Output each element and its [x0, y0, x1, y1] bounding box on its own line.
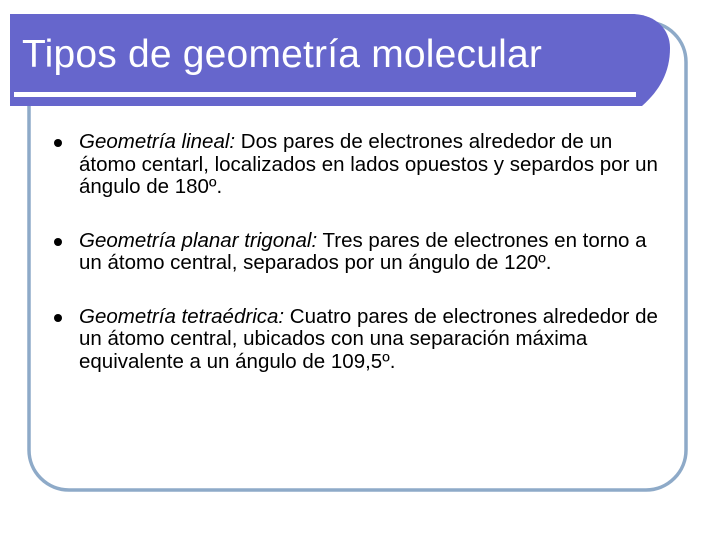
bullet-item-planar-trigonal — [50, 230, 670, 275]
bullet-term: Geometría planar trigonal: — [79, 228, 318, 252]
bullet-item-lineal — [50, 131, 670, 199]
bullet-item-tetraedrica — [50, 306, 670, 374]
bullet-icon — [54, 139, 62, 147]
bullet-list — [50, 131, 670, 404]
bullet-term: Geometría lineal: — [79, 130, 236, 153]
slide-title: Tipos de geometría molecular — [22, 33, 543, 76]
title-underline — [14, 92, 636, 97]
bullet-text: Tres pares de electrones en torno a un átomo central, separados por un ángulo de 120º. — [79, 228, 647, 274]
bullet-text: Dos pares de electrones alrededor de un átomo centarl, localizados en lados opuestos y separdos por un ángulo de 180º. — [79, 130, 658, 198]
bullet-icon — [54, 314, 62, 322]
bullet-icon — [54, 238, 62, 246]
bullet-term: Geometría tetraédrica: — [79, 304, 285, 328]
bullet-text: Cuatro pares de electrones alrededor de un átomo central, ubicados con una separación máxima equivalente a un ángulo de 109,5º. — [79, 304, 658, 373]
